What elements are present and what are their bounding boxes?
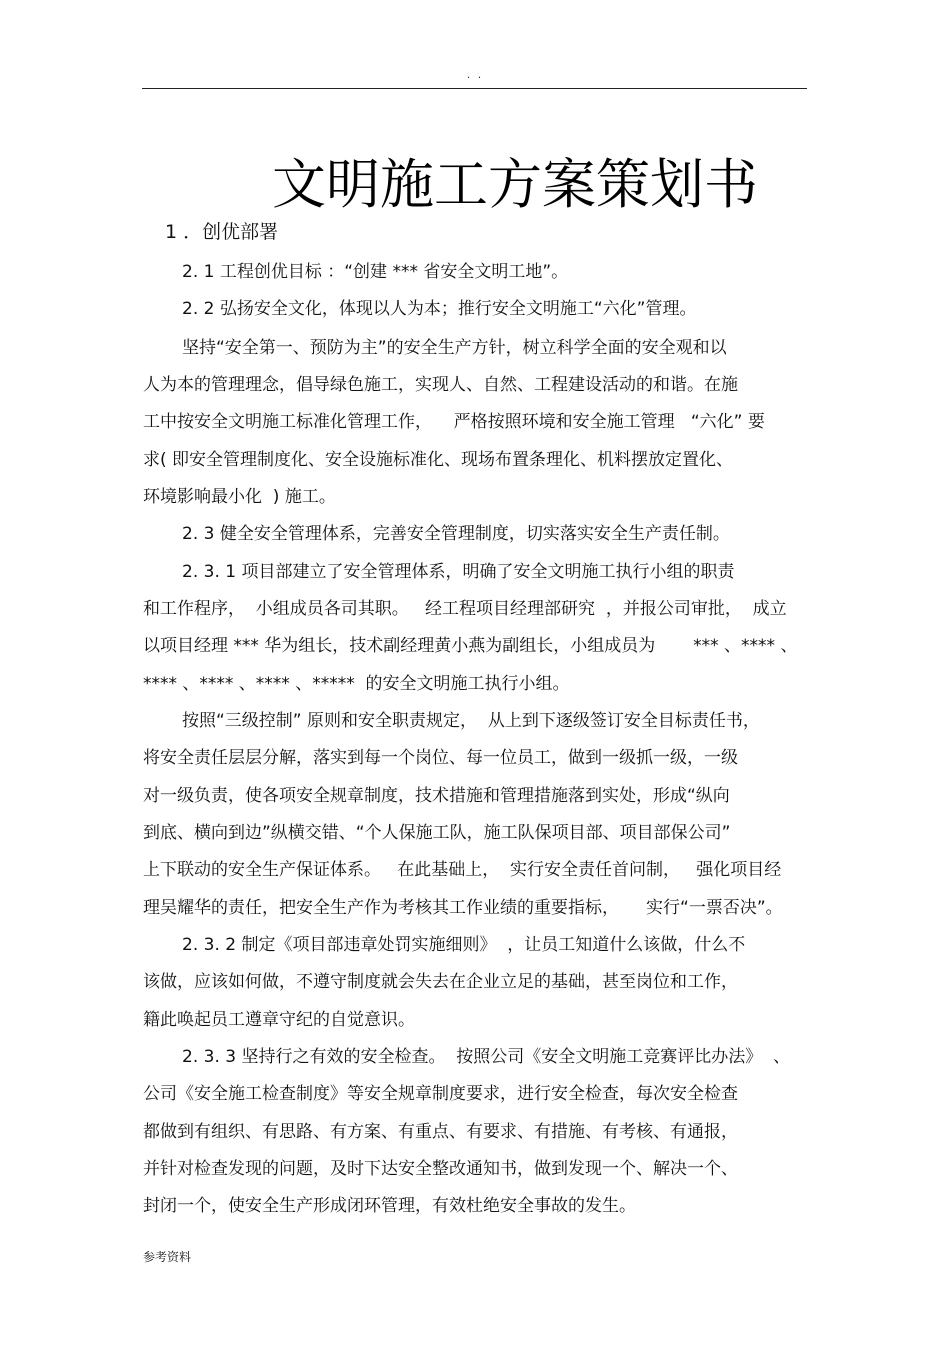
para-8-line-4: 并针对检查发现的问题，及时下达安全整改通知书，做到发现一个、解决一个、 <box>143 1159 738 1179</box>
para-5-line-1: 2. 3. 1 项目部建立了安全管理体系，明确了安全文明施工执行小组的职责 <box>182 562 735 582</box>
para-7-line-1: 2. 3. 2 制定《项目部违章处罚实施细则》 ，让员工知道什么该做，什么不 <box>182 935 746 955</box>
para-5-line-4: **** 、**** 、**** 、***** 的安全文明施工执行小组。 <box>143 674 570 694</box>
para-8-line-2: 公司《安全施工检查制度》等安全规章制度要求，进行安全检查，每次安全检查 <box>143 1084 738 1104</box>
para-3-line-3: 工中按安全文明施工标准化管理工作， 严格按照环境和安全施工管理 “六化” 要 <box>143 412 765 432</box>
para-1-line-1: 2. 1 工程创优目标 ：“创建 *** 省安全文明工地”。 <box>182 262 569 282</box>
para-6-line-4: 到底、横向到边”纵横交错、“个人保施工队，施工队保项目部、项目部保公司” <box>143 823 731 843</box>
para-5-line-2: 和工作程序， 小组成员各司其职。 经工程项目经理部研究 ，并报公司审批， 成立 <box>143 599 787 619</box>
para-5-line-3: 以项目经理 *** 华为组长，技术副经理黄小燕为副组长，小组成员为 *** 、**** 、 <box>143 636 798 656</box>
header-dots: . . <box>466 68 484 81</box>
para-7-line-2: 该做，应该如何做，不遵守制度就会失去在企业立足的基础，甚至岗位和工作， <box>143 972 738 992</box>
footer-label: 参考资料 <box>143 1250 192 1264</box>
para-8-line-5: 封闭一个，使安全生产形成闭环管理，有效杜绝安全事故的发生。 <box>143 1196 636 1216</box>
para-3-line-4: 求( 即安全管理制度化、安全设施标准化、现场布置条理化、机料摆放定置化、 <box>143 450 734 470</box>
para-3-line-1: 坚持“安全第一、预防为主”的安全生产方针，树立科学全面的安全观和以 <box>182 338 727 358</box>
para-3-line-2: 人为本的管理理念，倡导绿色施工，实现人、自然、工程建设活动的和谐。在施 <box>143 375 738 395</box>
para-6-line-3: 对一级负责，使各项安全规章制度，技术措施和管理措施落到实处，形成“纵向 <box>143 786 730 806</box>
para-6-line-5: 上下联动的安全生产保证体系。 在此基础上， 实行安全责任首问制， 强化项目经 <box>143 860 782 880</box>
page-title: 文明施工方案策划书 <box>272 153 758 216</box>
para-8-line-1: 2. 3. 3 坚持行之有效的安全检查。 按照公司《安全文明施工竞赛评比办法》 、 <box>182 1047 791 1067</box>
para-6-line-2: 将安全责任层层分解，落实到每一个岗位、每一位员工，做到一级抓一级，一级 <box>143 748 738 768</box>
para-4-line-1: 2. 3 健全安全管理体系，完善安全管理制度，切实落实安全生产责任制。 <box>182 524 730 544</box>
para-6-line-6: 理吴耀华的责任，把安全生产作为考核其工作业绩的重要指标， 实行“一票否决”。 <box>143 898 783 918</box>
para-8-line-3: 都做到有组织、有思路、有方案、有重点、有要求、有措施、有考核、有通报， <box>143 1122 738 1142</box>
para-3-line-5: 环境影响最小化 ) 施工。 <box>143 487 336 507</box>
para-2-line-1: 2. 2 弘扬安全文化，体现以人为本；推行安全文明施工“六化”管理。 <box>182 299 697 319</box>
section-heading: 1 ．创优部署 <box>165 221 279 243</box>
header-rule <box>142 88 807 89</box>
para-7-line-3: 籍此唤起员工遵章守纪的自觉意识。 <box>143 1010 415 1030</box>
para-6-line-1: 按照“三级控制” 原则和安全职责规定， 从上到下逐级签订安全目标责任书， <box>182 711 760 731</box>
